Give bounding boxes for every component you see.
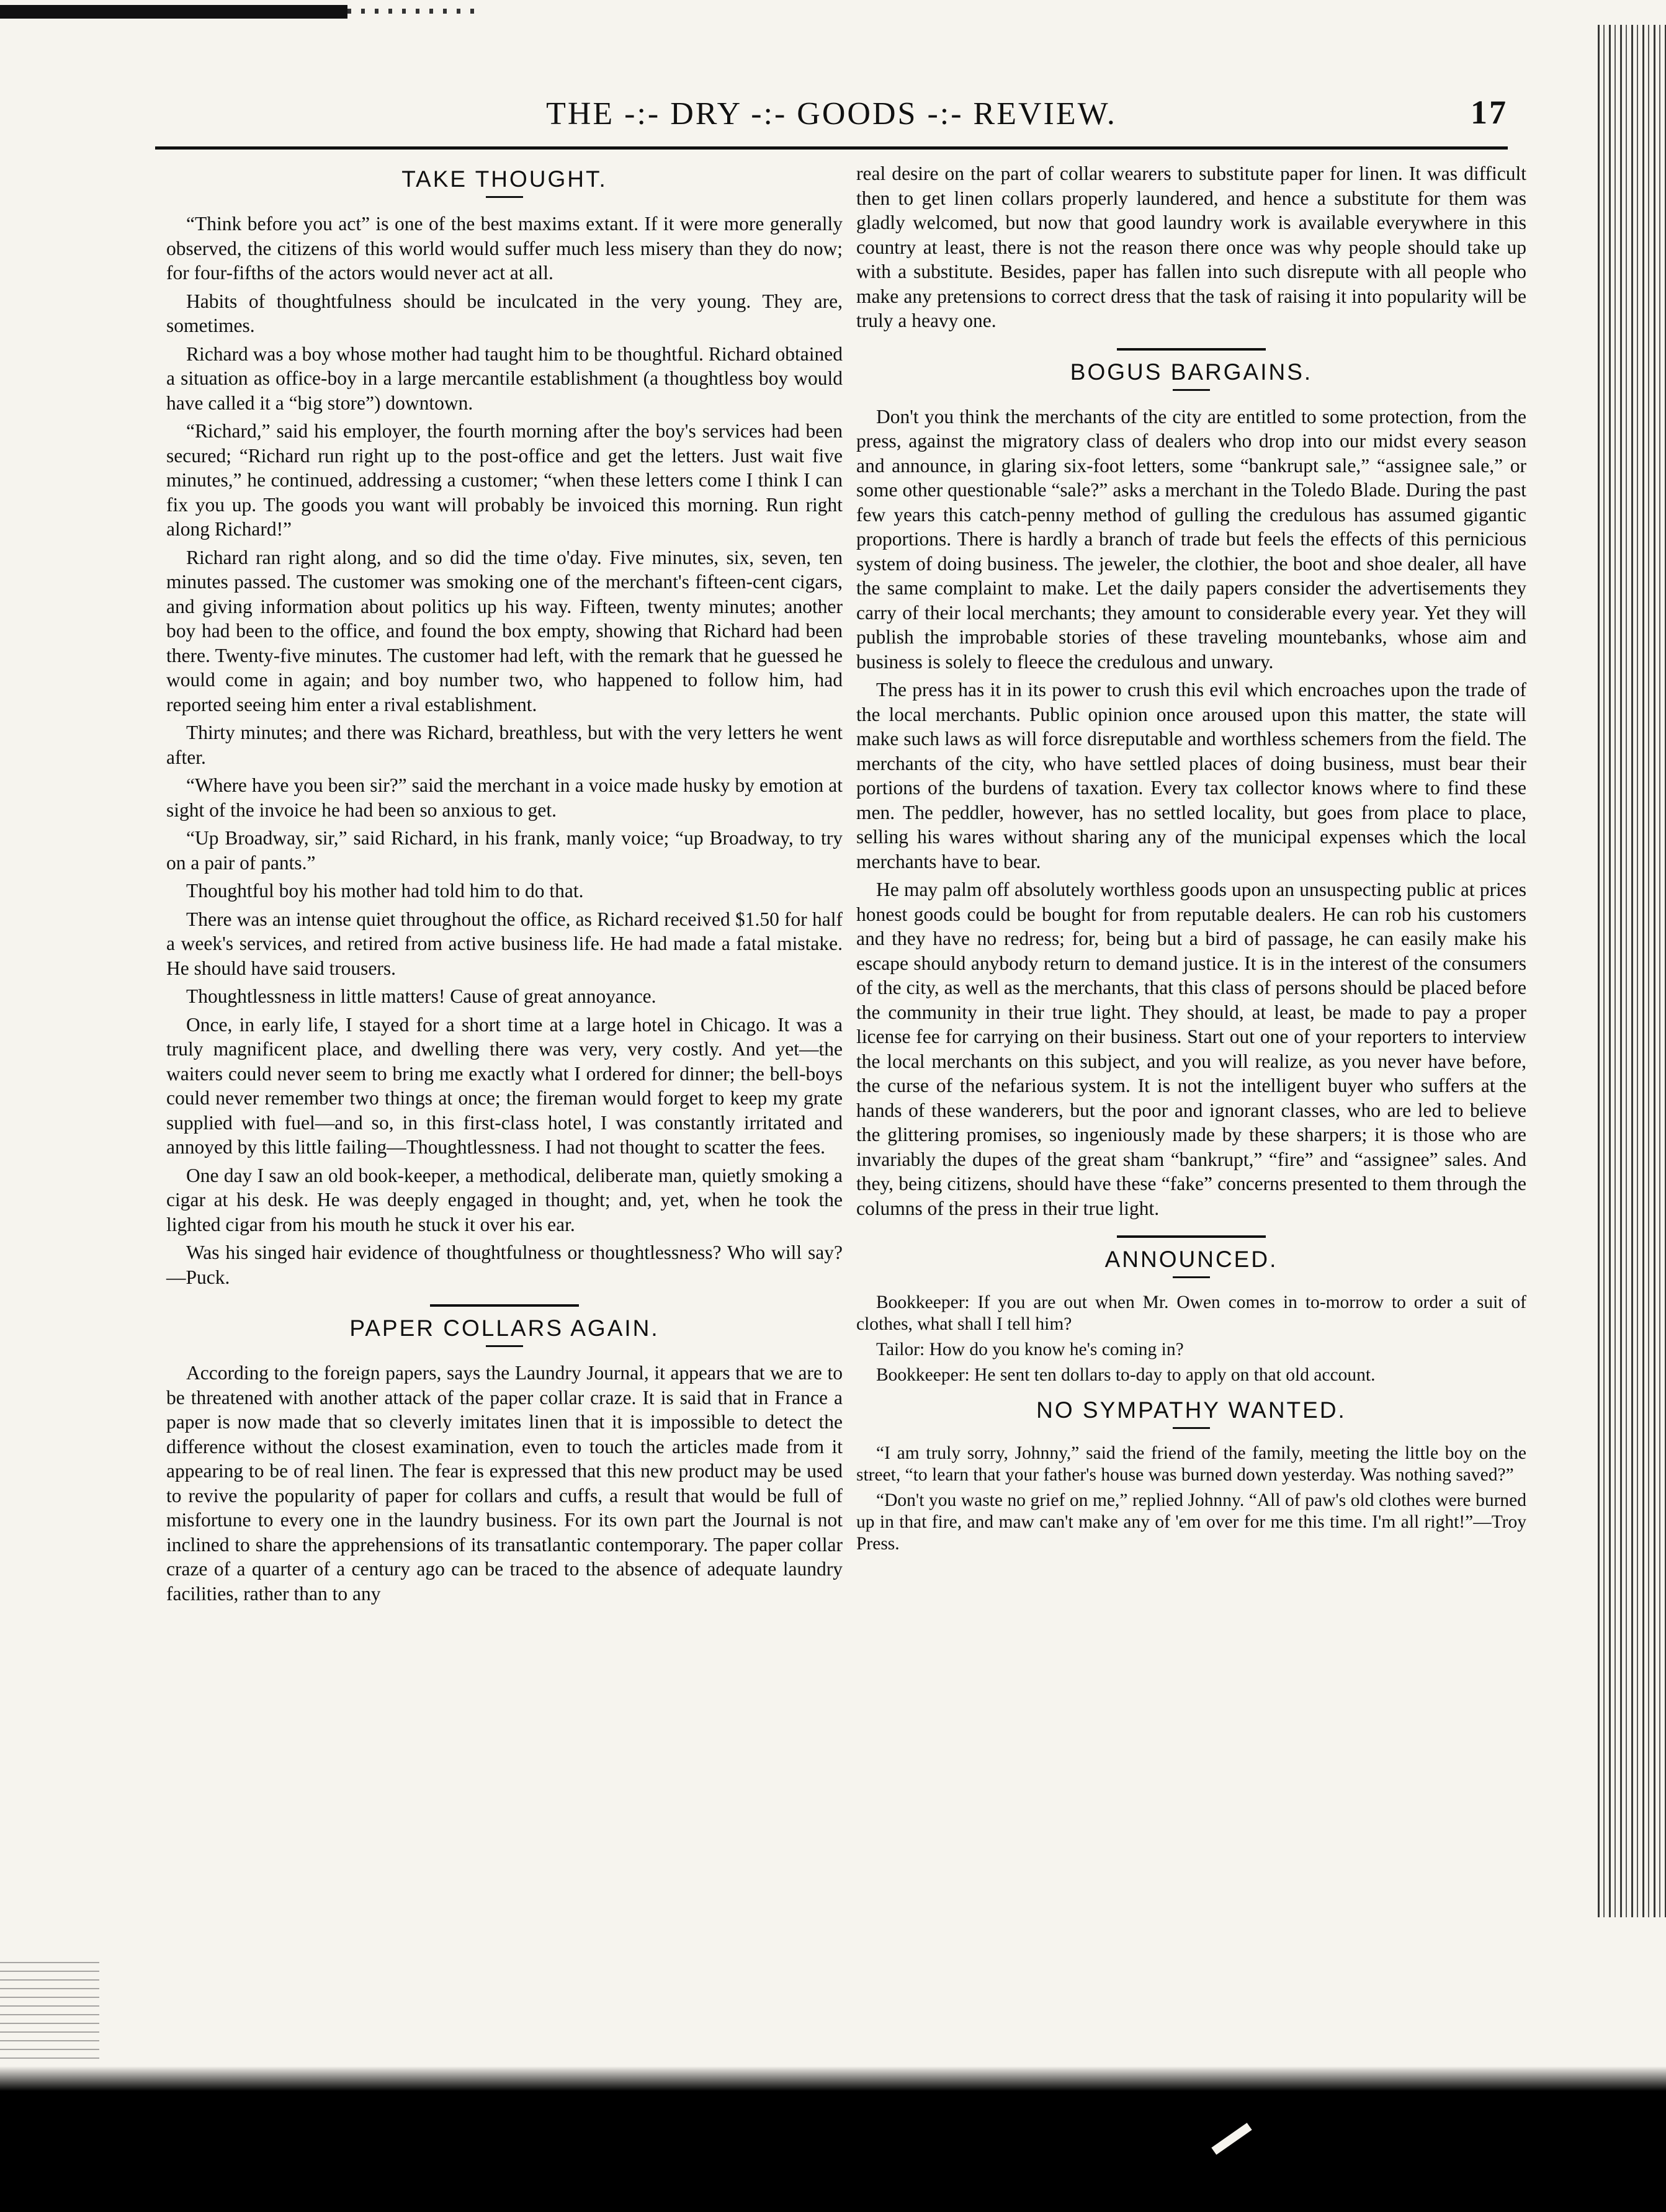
paragraph: Habits of thoughtfulness should be inculcated in the very young. They are, sometimes. [166,290,843,336]
column-right [856,161,1526,1559]
paragraph: Tailor: How do you know he's coming in? [876,1340,1184,1359]
paragraph: Richard was a boy whose mother had taught him to be thoughtful. Richard obtained a situation as office-boy in a large mercantile establishment (a thoughtless boy would have called it a “big store”) downtown. [166,343,843,414]
paragraph: “Where have you been sir?” said the merchant in a voice made husky by emotion at sight of the invoice he had been so anxious to get. [166,774,843,821]
paragraph: According to the foreign papers, says the Laundry Journal, it appears that we are to be threatened with another attack of the paper collar craze. It is said that in France a paper is now made that so cleverly imitates linen that it is impossible to detect the difference without the closest examination, even to touch the articles made from it appearing to be of real linen. The fear is expressed that this new product may be used to revive the popularity of paper for collars and cuffs, a result that would be full of misfortune to every one in the laundry business. For its own part the Journal is not inclined to share the apprehensions of its transatlantic contemporary. The paper collar craze of a quarter of a century ago can be traced to the absence of adequate laundry facilities, rather than to any [166,1362,843,1605]
paragraph: The press has it in its power to crush this evil which encroaches upon the trade of the local merchants. Public opinion once aroused upon this matter, the state will make such laws as will force disreputable and worthless schemers from the field. The merchants of the city, who have settled places of doing business, must bear their portions of the burdens of taxation. Every tax collector knows where to find these men. The peddler, however, has no settled locality, but goes from place to place, selling his wares without sharing any of the municipal expenses which the local merchants have to bear. [856,679,1526,872]
page-header [155,93,1508,143]
paragraph: Bookkeeper: If you are out when Mr. Owen comes in to-morrow to order a suit of clothes, what shall I tell him? [856,1292,1526,1334]
announced-dialogue [856,1292,1526,1386]
heading-dash [1173,1427,1210,1429]
heading-dash [1173,1276,1210,1278]
paragraph-continued: real desire on the part of collar wearers to substitute paper for linen. It was difficult then to get linen collars properly laundered, and hence a substitute for them was gladly welcomed, but now that good laundry work is available everywhere in this country at least, there is not the reason there once was why people should take up with a substitute. Besides, paper has fallen into such disrepute with all people who make any pretensions to correct dress that the task of raising it into popularity will be truly a heavy one. [856,163,1526,331]
scan-edge-bottom [0,2066,1666,2212]
scan-edge-left [0,1955,99,2066]
page-number: 17 [1471,94,1508,131]
heading-dash [486,1345,523,1347]
article-heading-take-thought: TAKE THOUGHT. [401,166,607,192]
section-separator [430,1304,579,1307]
paragraph: “Don't you waste no grief on me,” replied Johnny. “All of paw's old clothes were burned up in that fire, and maw can't make any of 'em over for me this time. I'm all right!”—Troy Press. [856,1490,1526,1554]
scan-edge-top [0,0,1666,25]
paragraph: There was an intense quiet throughout the office, as Richard received $1.50 for half a week's services, and retired from active business life. He had made a fatal mistake. He should have said trousers. [166,908,843,979]
heading-dash [486,196,523,198]
paragraph: Thoughtlessness in little matters! Cause of great annoyance. [186,985,656,1007]
article-heading-paper-collars: PAPER COLLARS AGAIN. [349,1315,660,1341]
paragraph: Once, in early life, I stayed for a short time at a large hotel in Chicago. It was a truly magnificent place, and dwelling there was very, very costly. And yet—the waiters could never seem to bring me exactly what I ordered for dinner; the bell-boys could never remember two things at once; the fireman would forget to keep my grate supplied with fuel—and so, in this first-class hotel, I was constantly irritated and annoyed by this little failing—Thoughtlessness. I had not thought to scatter the fees. [166,1013,843,1158]
paragraph: Bookkeeper: He sent ten dollars to-day to apply on that old account. [876,1365,1376,1385]
paragraph: Richard ran right along, and so did the time o'day. Five minutes, six, seven, ten minutes passed. The customer was smoking one of the merchant's fifteen-cent cigars, and giving information about politics up his way. Fifteen, twenty minutes; another boy had been to the office, and found the box empty, showing that Richard had been there. Twenty-five minutes. The customer had left, with the remark that he guessed he would come in again; and boy number two, who happened to follow him, had reported seeing him enter a rival establishment. [166,546,843,715]
header-rule [155,146,1508,150]
paragraph: Thoughtful boy his mother had told him to do that. [186,880,584,902]
paragraph: “Up Broadway, sir,” said Richard, in his frank, manly voice; “up Broadway, to try on a pair of pants.” [166,827,843,874]
section-separator [1117,1235,1266,1238]
paragraph: Was his singed hair evidence of thoughtfulness or thoughtlessness? Who will say?—Puck. [166,1242,843,1288]
scan-edge-right [1598,25,1666,1917]
publication-title: THE -:- DRY -:- GOODS -:- REVIEW. [546,96,1117,132]
article-heading-bogus-bargains: BOGUS BARGAINS. [1070,359,1313,385]
paragraph: One day I saw an old book-keeper, a methodical, deliberate man, quietly smoking a cigar at his desk. He was deeply engaged in thought; and, yet, when he took the lighted cigar from his mouth he stuck it over his ear. [166,1164,843,1235]
heading-dash [1173,389,1210,391]
paragraph: “I am truly sorry, Johnny,” said the friend of the family, meeting the little boy on the street, “to learn that your father's house was burned down yesterday. Was nothing saved?” [856,1443,1526,1485]
paragraph: “Richard,” said his employer, the fourth morning after the boy's services had been secured; “Richard run right up to the post-office and get the letters. Just wait five minutes,” he continued, addressing a customer; “when these letters come I think I can fix you up. The goods you want will probably be invoiced this morning. Run right along Richard!” [166,420,843,540]
section-separator [1117,348,1266,351]
paragraph: “Think before you act” is one of the best maxims extant. If it were more generally observed, the citizens of this world would suffer much less misery than they do now; for four-fifths of the actors would never act at all. [166,213,843,284]
column-left [166,161,843,1610]
article-heading-no-sympathy: NO SYMPATHY WANTED. [1036,1397,1346,1423]
no-sympathy-story [856,1443,1526,1555]
article-heading-announced: ANNOUNCED. [1104,1247,1278,1272]
paragraph: He may palm off absolutely worthless goods upon an unsuspecting public at prices honest goods could be bought for from reputable dealers. He can rob his customers and they have no redress; for, being but a bird of passage, he can easily make his escape should anybody return to demand justice. It is in the interest of the consumers of the city, as well as the merchants, that this class of persons should be placed before the community in their true light. They should, at least, be made to pay a proper license fee for carrying on their business. Start out one of your reporters to interview the local merchants on this subject, and you will realize, as you never have before, the curse of the nefarious system. It is not the intelligent buyer who suffers at the hands of these wanderers, but the poor and ignorant classes, who are led to believe the glittering promises, so ingeniously made by these sharpers; it is those who are invariably the dupes of the great sham “bankrupt,” “fire” and “assignee” sales. And they, being citizens, should have these “fake” concerns presented to them through the columns of the press in their true light. [856,879,1526,1219]
paragraph: Don't you think the merchants of the city are entitled to some protection, from the press, against the migratory class of dealers who drop into our midst every season and announce, in glaring six-foot letters, some “bankrupt sale,” “assignee sale,” or some other questionable “sale?” asks a merchant in the Toledo Blade. During the past few years this catch-penny method of gulling the credulous has assumed gigantic proportions. There is hardly a branch of trade but feels the effects of this pernicious system of doing business. The jeweler, the clothier, the boot and shoe dealer, all have the same complaint to make. Let the daily papers consider the advertisements they carry of their local merchants; they amount to considerable every year. Yet they will publish the improbable stories of these traveling mountebanks, whose aim and business is solely to fleece the credulous and unwary. [856,405,1526,673]
paragraph: Thirty minutes; and there was Richard, breathless, but with the very letters he went after. [166,722,843,768]
